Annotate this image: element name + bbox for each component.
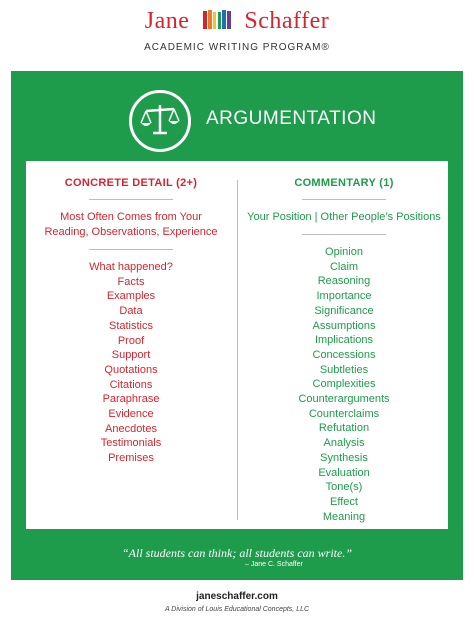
list-item: What happened? [89, 261, 173, 273]
concrete-detail-list [31, 260, 231, 466]
list-item: Counterclaims [308, 407, 380, 420]
list-item: Proof [117, 334, 145, 347]
commentary-list [244, 245, 444, 524]
concrete-detail-heading: CONCRETE DETAIL (2+) [64, 177, 198, 189]
concrete-detail-source-line-1: Most Often Comes from Your [60, 211, 202, 223]
list-item: Evaluation [318, 466, 370, 479]
list-item: Facts [117, 275, 145, 288]
division-note: A Division of Louis Educational Concepts, LLC [164, 606, 310, 613]
commentary-heading: COMMENTARY (1) [294, 177, 394, 189]
list-item: Claim [329, 260, 359, 273]
commentary-column [244, 176, 444, 524]
brand-name-right: Schaffer [244, 8, 330, 34]
left-subheading-rule [89, 249, 173, 250]
list-item: Paraphrase [102, 393, 160, 406]
list-item: Anecdotes [105, 422, 157, 435]
column-divider [237, 180, 238, 520]
list-item: Quotations [104, 363, 158, 376]
scale-icon-graphic [138, 99, 182, 143]
website-link[interactable]: janeschaffer.com [196, 591, 278, 602]
list-item: Data [119, 305, 143, 318]
header [0, 0, 474, 70]
list-item: Complexities [312, 378, 376, 391]
list-item: Importance [316, 290, 372, 303]
list-item: Counterarguments [298, 393, 390, 406]
quote-author: – Jane C. Schaffer [245, 561, 303, 568]
list-item: Refutation [318, 422, 370, 435]
list-item: Examples [106, 290, 156, 303]
list-item: Significance [314, 304, 374, 317]
brand-logo [0, 8, 474, 35]
concrete-detail-source-line-2: Reading, Observations, Experience [44, 226, 218, 238]
list-item: Implications [314, 334, 374, 347]
scale-icon [129, 90, 191, 152]
list-item: Concessions [312, 348, 376, 361]
program-name: ACADEMIC WRITING PROGRAM® [144, 42, 330, 53]
list-item: Meaning [322, 510, 366, 523]
list-item: Citations [109, 378, 153, 391]
commentary-source: Your Position | Other People’s Positions [247, 211, 441, 223]
list-item: Reasoning [317, 275, 371, 288]
list-item: Assumptions [312, 319, 376, 332]
concrete-detail-column [31, 176, 231, 466]
right-subheading-rule [302, 234, 386, 235]
section-title: ARGUMENTATION [206, 108, 377, 129]
brand-name-left: Jane [144, 8, 190, 34]
left-heading-rule [89, 199, 173, 200]
list-item: Statistics [108, 319, 153, 332]
list-item: Synthesis [320, 451, 368, 464]
book-logo-icon [202, 9, 232, 31]
right-heading-rule [302, 199, 386, 200]
list-item: Opinion [325, 246, 363, 258]
list-item: Premises [108, 452, 154, 465]
list-item: Analysis [323, 437, 365, 450]
concrete-detail-source [31, 210, 231, 240]
list-item: Tone(s) [325, 481, 363, 494]
list-item: Testimonials [100, 437, 162, 450]
list-item: Support [111, 349, 151, 362]
list-item: Effect [330, 495, 358, 508]
quote-text: “All students can think; all students can write.” [122, 546, 352, 560]
list-item: Evidence [108, 408, 154, 421]
list-item: Subtleties [319, 363, 369, 376]
